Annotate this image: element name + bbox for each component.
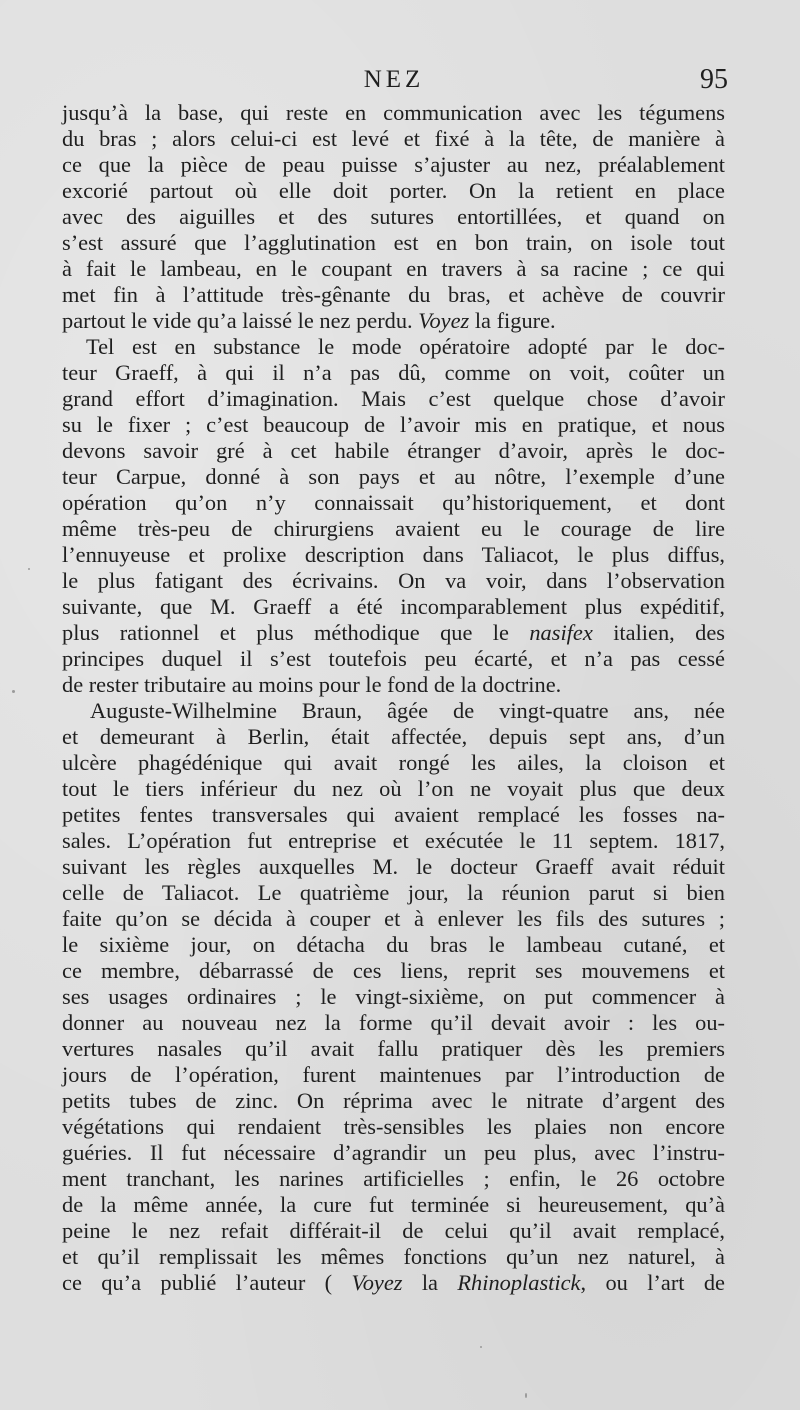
- text-line: [62, 490, 725, 516]
- text-run: ce que la pièce de peau puisse s’ajuster au nez, préalablement: [62, 152, 725, 177]
- text-run: tout le tiers inférieur du nez où l’on ne voyait plus que deux: [62, 776, 725, 801]
- text-run: jours de l’opération, furent maintenues par l’introduction de: [62, 1062, 725, 1087]
- text-line: [62, 438, 725, 464]
- text-line: [62, 256, 725, 282]
- text-line: [62, 1036, 725, 1062]
- text-line: [62, 360, 725, 386]
- text-run: guéries. Il fut nécessaire d’agrandir un peu plus, avec l’instru-: [62, 1140, 725, 1165]
- text-run: italien, des: [592, 620, 725, 645]
- text-line: [62, 1244, 725, 1270]
- paper-speck: [480, 1346, 482, 1348]
- text-run: grand effort d’imagination. Mais c’est quelque chose d’avoir: [62, 386, 725, 411]
- text-run: peine le nez refait différait-il de celui qu’il avait remplacé,: [62, 1218, 725, 1243]
- text-line: [62, 880, 725, 906]
- text-run: le plus fatigant des écrivains. On va voir, dans l’observation: [62, 568, 725, 593]
- text-run: devons savoir gré à cet habile étranger d’avoir, après le doc-: [62, 438, 725, 463]
- text-run: , ou l’art de: [580, 1270, 725, 1295]
- text-line: [62, 672, 725, 698]
- text-run: suivante, que M. Graeff a été incomparablement plus expéditif,: [62, 594, 725, 619]
- text-line: [62, 854, 725, 880]
- text-line: [62, 932, 725, 958]
- text-run: suivant les règles auxquelles M. le docteur Graeff avait réduit: [62, 854, 725, 879]
- text-line: [62, 698, 725, 724]
- text-run: de rester tributaire au moins pour le fond de la doctrine.: [62, 672, 562, 697]
- paper-speck: [12, 690, 15, 693]
- text-run: teur Graeff, à qui il n’a pas dû, comme on voit, coûter un: [62, 360, 725, 385]
- text-line: [62, 1218, 725, 1244]
- text-line: [62, 1140, 725, 1166]
- text-line: [62, 100, 725, 126]
- text-line: [62, 958, 725, 984]
- text-line: [62, 230, 725, 256]
- text-run: petits tubes de zinc. On réprima avec le nitrate d’argent des: [62, 1088, 725, 1113]
- italic-text: Rhinoplastick: [457, 1270, 581, 1295]
- text-line: [62, 620, 725, 646]
- text-run: s’est assuré que l’agglutination est en bon train, on isole tout: [62, 230, 725, 255]
- paper-speck: [28, 568, 30, 570]
- text-line: [62, 984, 725, 1010]
- text-line: [62, 412, 725, 438]
- text-run: la: [402, 1270, 458, 1295]
- text-run: Tel est en substance le mode opératoire adopté par le doc-: [86, 334, 725, 359]
- text-run: végétations qui rendaient très-sensibles les plaies non encore: [62, 1114, 725, 1139]
- text-run: donner au nouveau nez la forme qu’il devait avoir : les ou-: [62, 1010, 725, 1035]
- text-line: [62, 750, 725, 776]
- text-line: [62, 906, 725, 932]
- text-run: même très-peu de chirurgiens avaient eu le courage de lire: [62, 516, 725, 541]
- text-run: met fin à l’attitude très-gênante du bras, et achève de couvrir: [62, 282, 725, 307]
- text-run: du bras ; alors celui-ci est levé et fixé à la tête, de manière à: [62, 126, 725, 151]
- text-run: de la même année, la cure fut terminée si heureusement, qu’à: [62, 1192, 725, 1217]
- text-line: [62, 1010, 725, 1036]
- text-run: principes duquel il s’est toutefois peu écarté, et n’a pas cessé: [62, 646, 725, 671]
- text-line: [62, 1166, 725, 1192]
- italic-text: Voyez: [351, 1270, 403, 1295]
- text-line: [62, 724, 725, 750]
- text-line: [62, 542, 725, 568]
- text-line: [62, 152, 725, 178]
- text-line: [62, 1062, 725, 1088]
- text-line: [62, 1270, 725, 1296]
- text-run: et qu’il remplissait les mêmes fonctions qu’un nez naturel, à: [62, 1244, 725, 1269]
- text-line: [62, 282, 725, 308]
- paper-speck: [525, 1393, 527, 1398]
- text-run: l’ennuyeuse et prolixe description dans Taliacot, le plus diffus,: [62, 542, 725, 567]
- text-line: [62, 204, 725, 230]
- text-run: à fait le lambeau, en le coupant en travers à sa racine ; ce qui: [62, 256, 725, 281]
- running-head: [60, 62, 728, 98]
- text-run: celle de Taliacot. Le quatrième jour, la réunion parut si bien: [62, 880, 725, 905]
- text-run: opération qu’on n’y connaissait qu’historiquement, et dont: [62, 490, 725, 515]
- text-line: [62, 1114, 725, 1140]
- text-line: [62, 594, 725, 620]
- text-run: ulcère phagédénique qui avait rongé les ailes, la cloison et: [62, 750, 725, 775]
- text-line: [62, 828, 725, 854]
- text-line: [62, 776, 725, 802]
- running-title: NEZ: [363, 66, 425, 93]
- text-run: le sixième jour, on détacha du bras le lambeau cutané, et: [62, 932, 725, 957]
- text-run: sales. L’opération fut entreprise et exécutée le 11 septem. 1817,: [62, 828, 725, 853]
- text-run: ment tranchant, les narines artificielles ; enfin, le 26 octobre: [62, 1166, 725, 1191]
- text-run: excorié partout où elle doit porter. On la retient en place: [62, 178, 725, 203]
- text-run: la figure.: [469, 308, 556, 333]
- text-run: jusqu’à la base, qui reste en communication avec les tégumens: [62, 100, 725, 125]
- text-line: [62, 386, 725, 412]
- text-run: Auguste-Wilhelmine Braun, âgée de vingt-quatre ans, née: [90, 698, 725, 723]
- text-line: [62, 646, 725, 672]
- page-number: 95: [700, 64, 728, 95]
- text-run: plus rationnel et plus méthodique que le: [62, 620, 530, 645]
- text-run: su le fixer ; c’est beaucoup de l’avoir mis en pratique, et nous: [62, 412, 725, 437]
- text-line: [62, 1088, 725, 1114]
- text-run: et demeurant à Berlin, était affectée, depuis sept ans, d’un: [62, 724, 725, 749]
- text-line: [62, 178, 725, 204]
- text-run: teur Carpue, donné à son pays et au nôtre, l’exemple d’une: [62, 464, 725, 489]
- text-run: ce membre, débarrassé de ces liens, reprit ses mouvemens et: [62, 958, 725, 983]
- text-run: partout le vide qu’a laissé le nez perdu.: [62, 308, 419, 333]
- text-run: faite qu’on se décida à couper et à enlever les fils des sutures ;: [62, 906, 725, 931]
- text-run: ses usages ordinaires ; le vingt-sixième, on put commencer à: [62, 984, 725, 1009]
- text-run: petites fentes transversales qui avaient remplacé les fosses na-: [62, 802, 725, 827]
- text-line: [62, 334, 725, 360]
- text-run: avec des aiguilles et des sutures entortillées, et quand on: [62, 204, 725, 229]
- text-line: [62, 464, 725, 490]
- text-run: ce qu’a publié l’auteur (: [62, 1270, 352, 1295]
- italic-text: Voyez: [418, 308, 470, 333]
- text-line: [62, 802, 725, 828]
- text-line: [62, 126, 725, 152]
- text-line: [62, 568, 725, 594]
- text-line: [62, 516, 725, 542]
- text-line: [62, 308, 725, 334]
- body-text: [62, 100, 725, 1296]
- italic-text: nasifex: [529, 620, 593, 645]
- text-line: [62, 1192, 725, 1218]
- text-run: vertures nasales qu’il avait fallu pratiquer dès les premiers: [62, 1036, 725, 1061]
